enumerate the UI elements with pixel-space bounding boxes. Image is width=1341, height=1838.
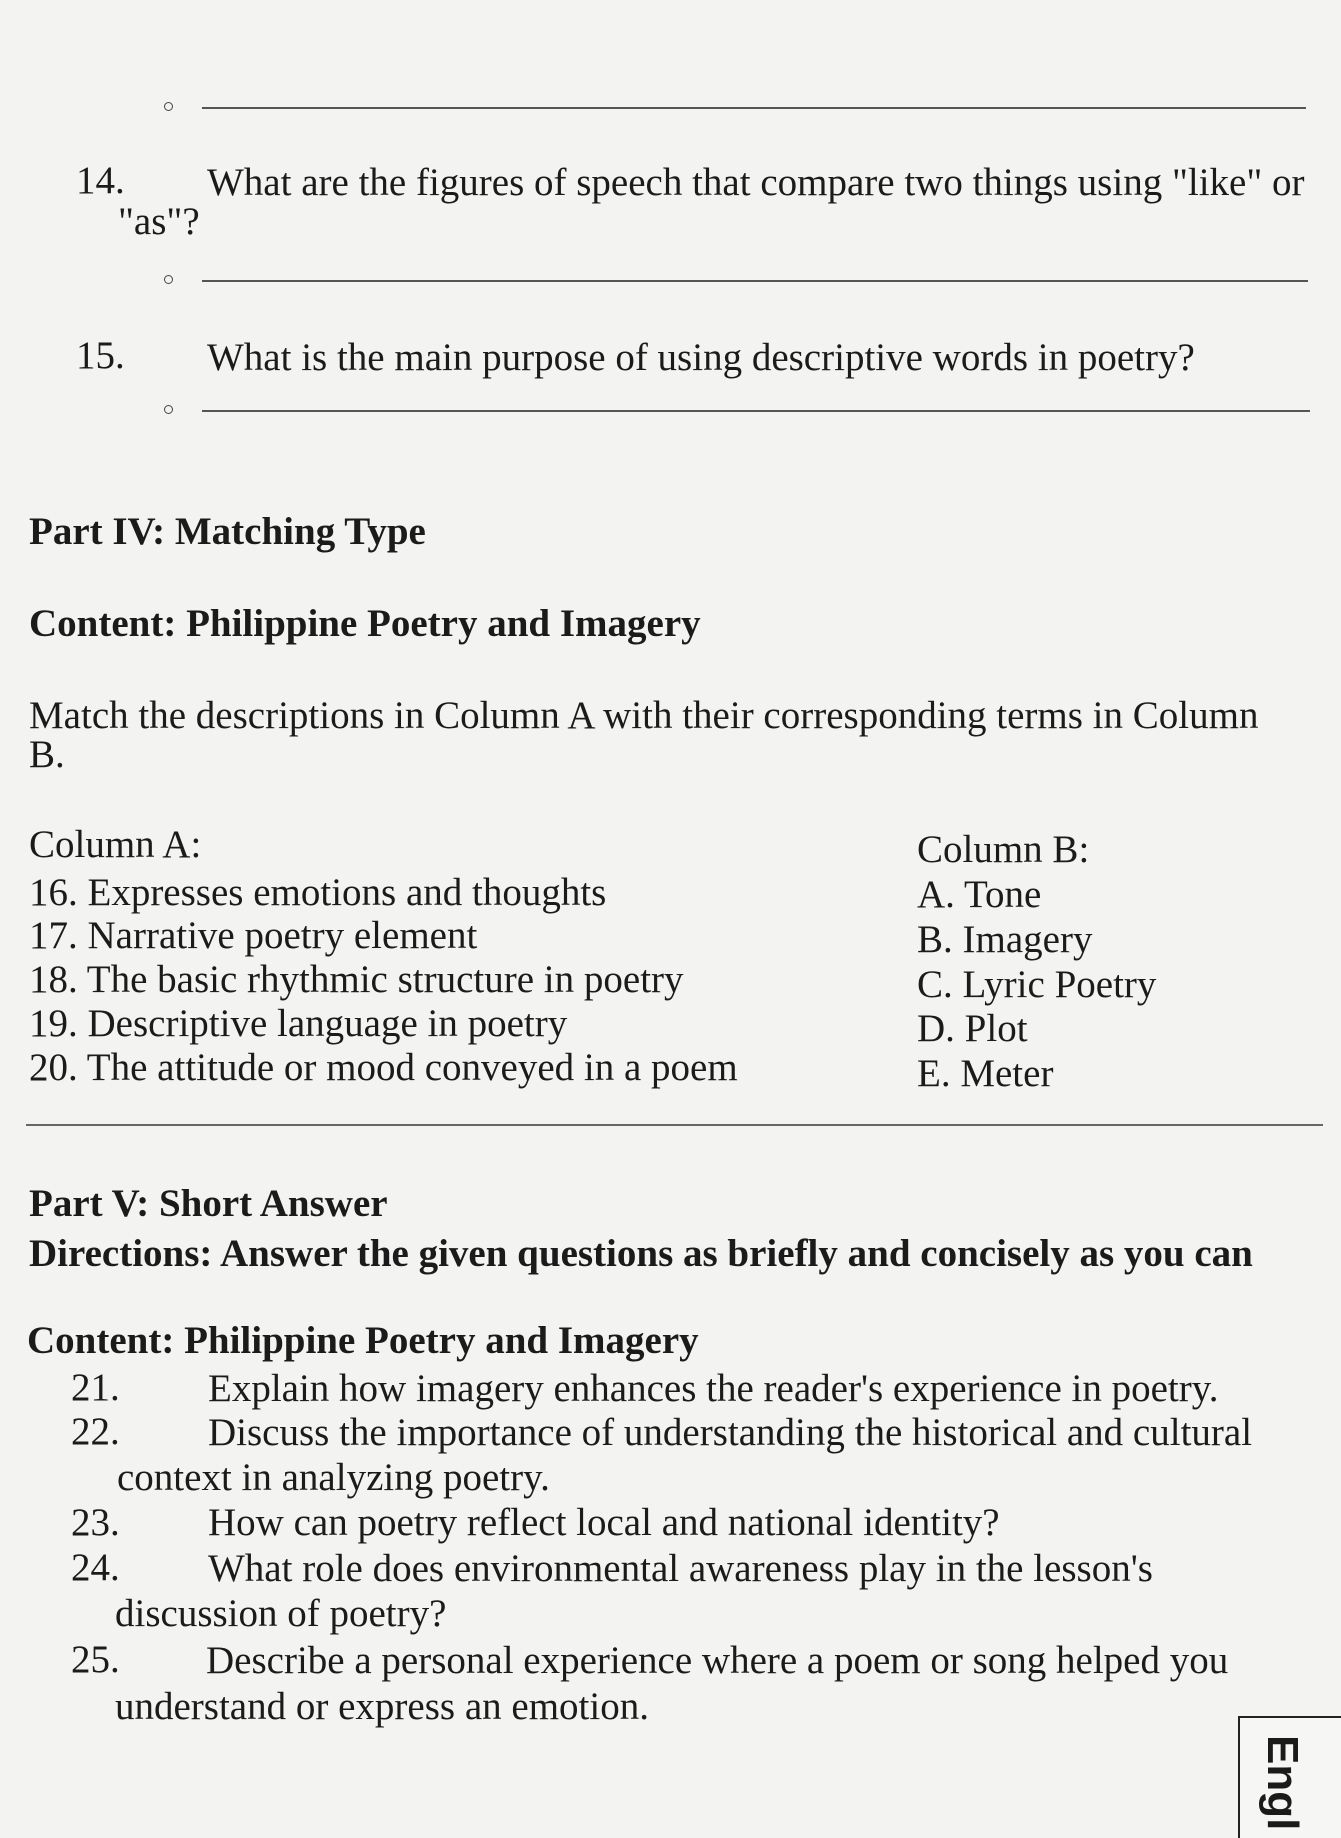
- question-text: What role does environmental awareness play in the lesson's: [208, 1547, 1153, 1590]
- question-number: 24.: [71, 1546, 120, 1589]
- question-number: 22.: [71, 1410, 120, 1453]
- column-b-item: D. Plot: [917, 1007, 1028, 1050]
- answer-line: [202, 280, 1308, 282]
- question-text: Explain how imagery enhances the reader's experience in poetry.: [208, 1367, 1219, 1410]
- section-divider: [26, 1124, 1323, 1126]
- question-text: What is the main purpose of using descriptive words in poetry?: [207, 336, 1195, 379]
- section-title: Part V: Short Answer: [29, 1182, 388, 1225]
- question-text: What are the figures of speech that compare two things using "like" or: [207, 161, 1305, 204]
- side-tab-label: Engl: [1258, 1735, 1307, 1831]
- column-b-item: C. Lyric Poetry: [917, 963, 1157, 1006]
- question-text: Describe a personal experience where a poem or song helped you: [206, 1639, 1229, 1682]
- question-text: Discuss the importance of understanding the historical and cultural: [208, 1411, 1253, 1454]
- content-heading: Content: Philippine Poetry and Imagery: [27, 1319, 699, 1362]
- answer-bullet: [164, 102, 173, 111]
- column-b-item: A. Tone: [917, 873, 1042, 916]
- column-a-item: 20. The attitude or mood conveyed in a poem: [29, 1046, 738, 1089]
- column-a-item: 18. The basic rhythmic structure in poetry: [29, 958, 684, 1001]
- question-text-continued: understand or express an emotion.: [115, 1685, 649, 1728]
- question-text: How can poetry reflect local and national identity?: [208, 1501, 1000, 1544]
- question-number: 25.: [71, 1638, 120, 1681]
- column-a-item: 16. Expresses emotions and thoughts: [29, 871, 607, 914]
- column-a-item: 17. Narrative poetry element: [29, 914, 478, 957]
- question-number: 14.: [76, 159, 125, 202]
- column-b-header: Column B:: [917, 828, 1090, 871]
- question-number: 23.: [71, 1501, 120, 1544]
- column-b-item: B. Imagery: [917, 918, 1093, 961]
- directions-text: Directions: Answer the given questions as briefly and concisely as you can: [29, 1232, 1253, 1275]
- answer-bullet: [164, 275, 173, 284]
- instruction-text: Match the descriptions in Column A with their corresponding terms in Column: [29, 694, 1259, 737]
- answer-bullet: [164, 405, 173, 414]
- question-number: 21.: [71, 1366, 120, 1409]
- column-a-header: Column A:: [29, 823, 202, 866]
- question-number: 15.: [76, 334, 125, 377]
- question-text-continued: context in analyzing poetry.: [117, 1456, 550, 1499]
- column-a-item: 19. Descriptive language in poetry: [29, 1002, 568, 1045]
- column-b-item: E. Meter: [917, 1052, 1054, 1095]
- question-text-continued: discussion of poetry?: [115, 1592, 447, 1635]
- answer-line: [202, 107, 1306, 109]
- answer-line: [202, 410, 1310, 412]
- section-title: Part IV: Matching Type: [29, 510, 426, 553]
- question-text-continued: "as"?: [118, 200, 200, 243]
- instruction-text-continued: B.: [29, 733, 65, 776]
- content-heading: Content: Philippine Poetry and Imagery: [29, 602, 701, 645]
